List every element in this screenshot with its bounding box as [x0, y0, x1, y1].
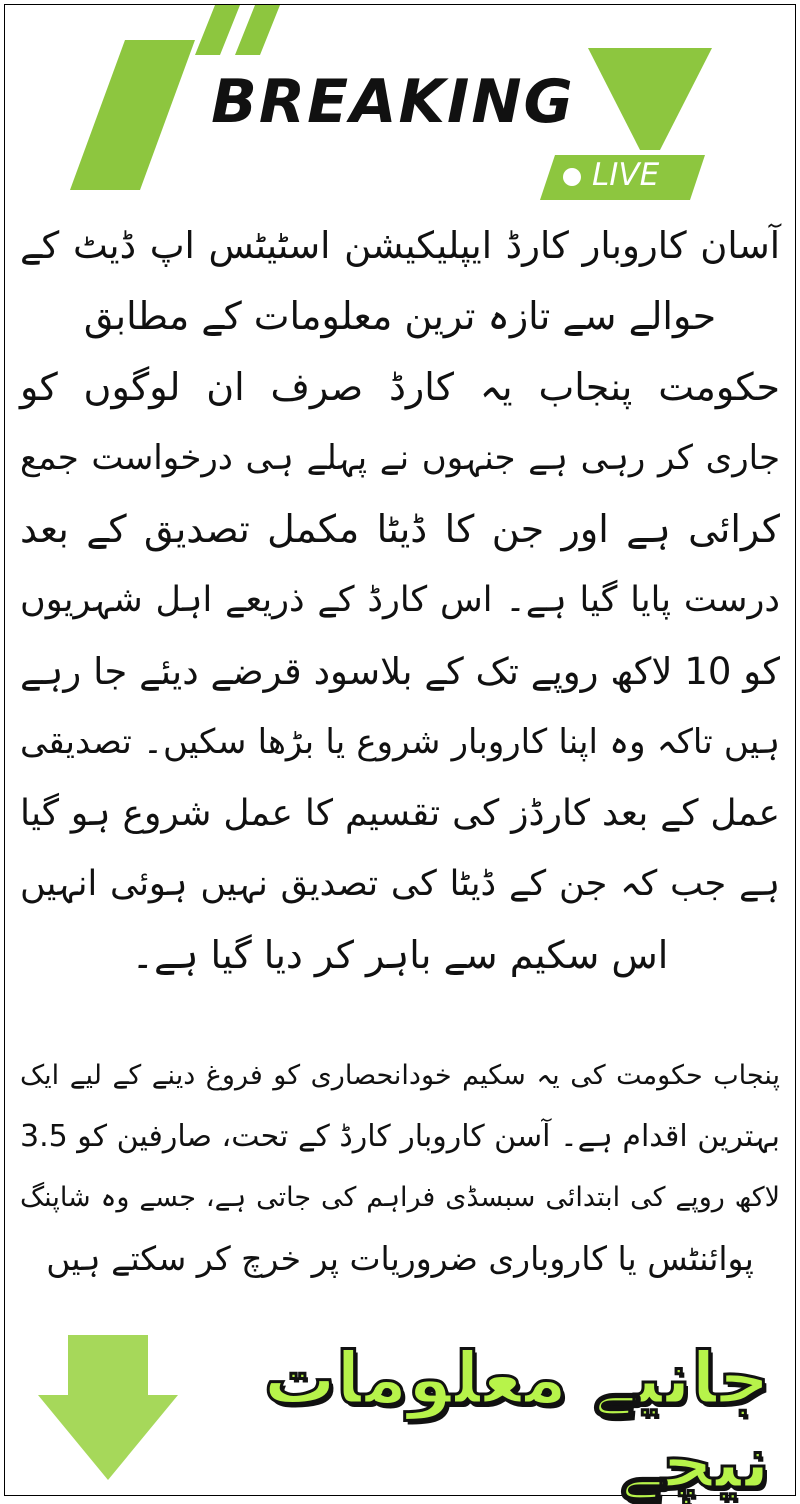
breaking-title: BREAKING: [211, 67, 575, 137]
article-line: عمل کے بعد کارڈز کی تقسیم کا عمل شروع ہو گیا: [20, 793, 780, 834]
down-arrow-icon: [28, 1330, 188, 1490]
article-line: حکومت پنجاب یہ کارڈ صرف ان لوگوں کو: [20, 365, 780, 409]
article-line: آسان کاروبار کارڈ ایپلیکیشن اسٹیٹس اپ ڈیٹ کے: [20, 224, 780, 267]
chevron-shape-right: [588, 48, 712, 150]
slanted-bar-left: [70, 40, 195, 190]
read-more-heading: جانیے معلومات نیچے: [263, 1336, 770, 1504]
article-line: بہترین اقدام ہے۔ آسن کاروبار کارڈ کے تحت، صارفین کو 3.5: [20, 1119, 780, 1154]
quote-mark-right: [235, 5, 280, 55]
live-label: LIVE: [592, 157, 660, 193]
live-dot-icon: [563, 168, 581, 186]
article-line: حوالے سے تازہ ترین معلومات کے مطابق: [83, 294, 717, 338]
article-line: جاری کر رہی ہے جنہوں نے پہلے ہی درخواست جمع: [20, 438, 780, 478]
article-line: پنجاب حکومت کی یہ سکیم خودانحصاری کو فروغ دینے کے لیے ایک: [20, 1060, 780, 1091]
article-line: لاکھ روپے کی ابتدائی سبسڈی فراہم کی جاتی ہے، جسے وہ شاپنگ: [20, 1182, 780, 1213]
article-line: کرائی ہے اور جن کا ڈیٹا مکمل تصدیق کے بعد: [20, 507, 780, 551]
quote-mark-left: [195, 5, 240, 55]
article-paragraph-2: [20, 1045, 780, 1289]
article-line: پوائنٹس یا کاروباری ضروریات پر خرچ کر سکتے ہیں: [46, 1239, 754, 1278]
article-line: کو 10 لاکھ روپے تک کے بلاسود قرضے دیئے جا رہے: [20, 650, 780, 693]
article-line: درست پایا گیا ہے۔ اس کارڈ کے ذریعے اہل شہریوں: [20, 580, 780, 620]
article-line: اس سکیم سے باہر کر دیا گیا ہے۔: [131, 933, 669, 977]
article-line: ہے جب کہ جن کے ڈیٹا کی تصدیق نہیں ہوئی انہیں: [20, 864, 780, 904]
article-paragraph-1: [20, 210, 780, 991]
article-line: ہیں تاکہ وہ اپنا کاروبار شروع یا بڑھا سکیں۔ تصدیقی: [20, 722, 780, 762]
breaking-live-banner: [0, 0, 800, 210]
